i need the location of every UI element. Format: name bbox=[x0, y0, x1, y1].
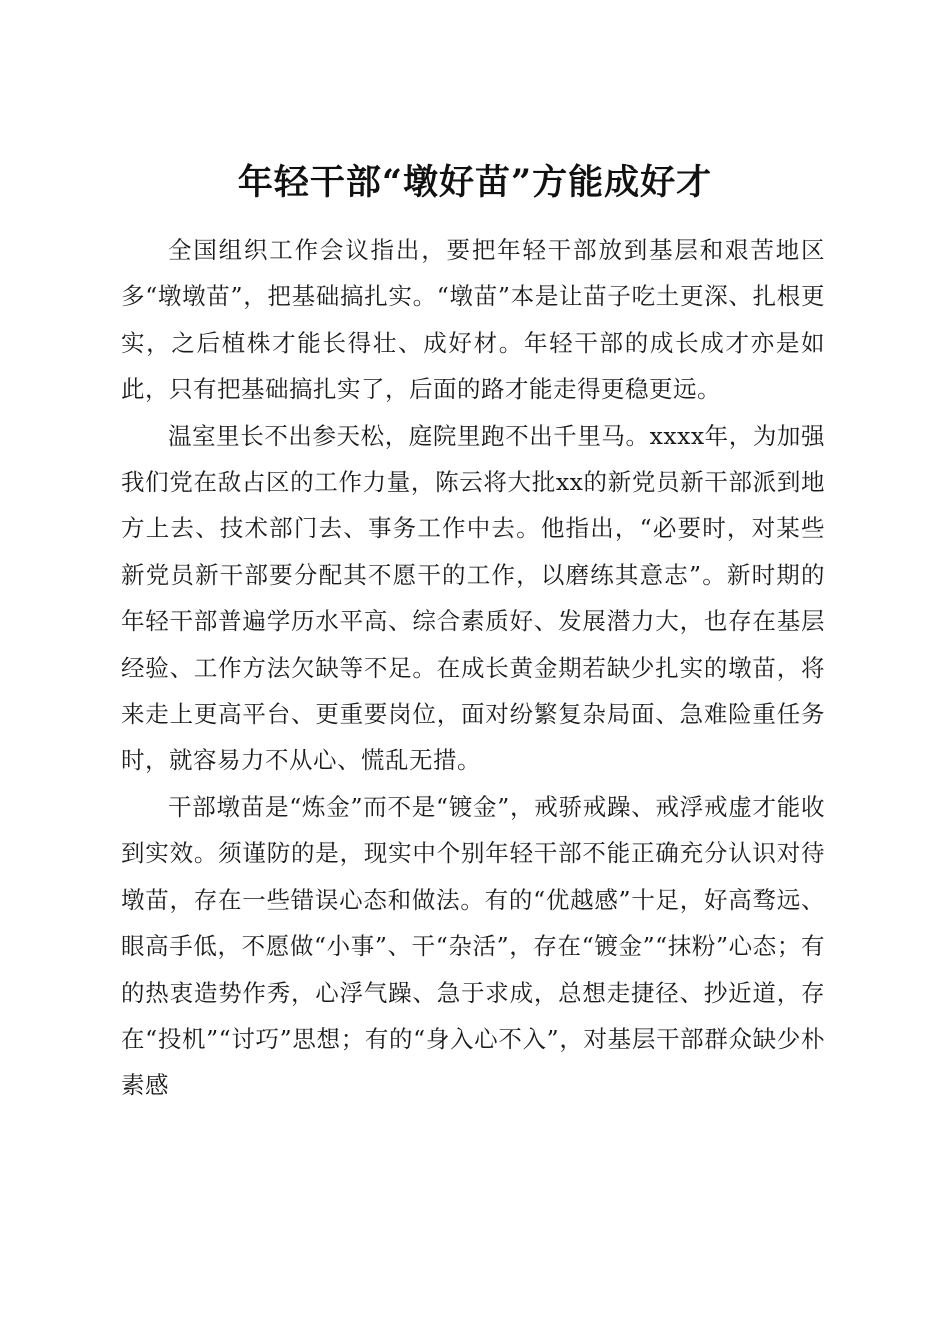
document-title: 年轻干部“墩好苗”方能成好才 bbox=[237, 162, 713, 204]
paragraph-2: 温室里长不出参天松，庭院里跑不出千里马。xxxx年，为加强我们党在敌占区的工作力量，陈云将大批xx的新党员新干部派到地方上去、技术部门去、事务工作中去。他指出，“必要时，对某些新党员新干部要分配其不愿干的工作，以磨练其意志”。新时期的年轻干部普遍学历水平高、综合素质好、发展潜力大，也存在基层经验、工作方法欠缺等不足。在成长黄金期若缺少扎实的墩苗，将来走上更高平台、更重要岗位，面对纷繁复杂局面、急难险重任务时，就容易力不从心、慌乱无措。 bbox=[121, 421, 825, 775]
paragraph-3: 干部墩苗是“炼金”而不是“镀金”，戒骄戒躁、戒浮戒虚才能收到实效。须谨防的是，现实中个别年轻干部不能正确充分认识对待墩苗，存在一些错误心态和做法。有的“优越感”十足，好高骛远、眼高手低，不愿做“小事”、干“杂活”，存在“镀金”“抹粉”心态；有的热衷造势作秀，心浮气躁、急于求成，总想走捷径、抄近道，存在“投机”“讨巧”思想；有的“身入心不入”，对基层干部群众缺少朴素感 bbox=[121, 792, 825, 1100]
document-body bbox=[121, 227, 825, 1109]
paragraph-1: 全国组织工作会议指出，要把年轻干部放到基层和艰苦地区多“墩墩苗”，把基础搞扎实。“墩苗”本是让苗子吃土更深、扎根更实，之后植株才能长得壮、成好材。年轻干部的成长成才亦是如此，只有把基础搞扎实了，后面的路才能走得更稳更远。 bbox=[121, 236, 825, 404]
